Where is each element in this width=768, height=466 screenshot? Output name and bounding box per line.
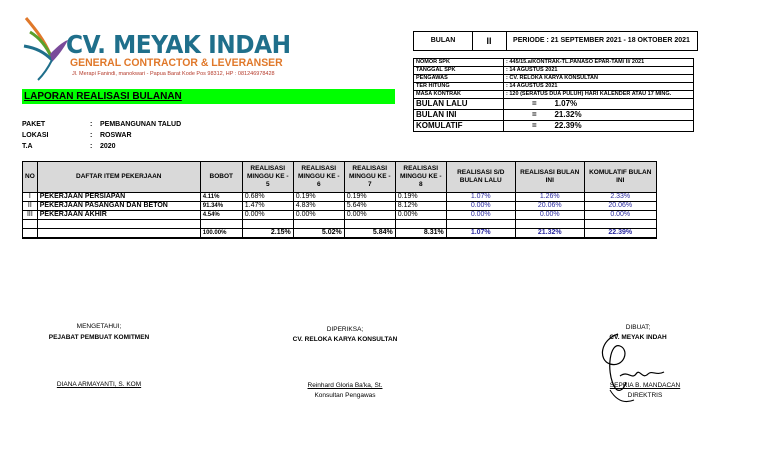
- sig-mid-role: Konsultan Pengawas: [314, 392, 376, 399]
- info-key: PENGAWAS: [414, 75, 504, 83]
- company-name: CV. MEYAK INDAH: [66, 30, 291, 59]
- company-tagline: GENERAL CONTRACTOR & LEVERANSER: [70, 57, 283, 69]
- summary-key: BULAN INI: [414, 110, 504, 121]
- summary-key: BULAN LALU: [414, 99, 504, 110]
- bulan-box: [413, 31, 698, 51]
- info-value: : 14 AGUSTUS 2021: [504, 83, 694, 91]
- col-header: REALISASI BULAN INI: [515, 162, 584, 193]
- table-total-row: 100.00% 2.15% 5.02% 5.84% 8.31% 1.07% 21.32% 22.39%: [23, 229, 657, 239]
- sig-mid-name: Reinhard Gloria Ba'ka, St.: [307, 382, 383, 389]
- sig-mid-office: CV. RELOKA KARYA KONSULTAN: [292, 336, 398, 343]
- table-row: III PEKERJAAN AKHIR 4.54% 0.00% 0.00% 0.00% 0.00% 0.00% 0.00% 0.00%: [23, 211, 657, 220]
- sig-left-office: PEJABAT PEMBUAT KOMITMEN: [48, 334, 150, 341]
- info-key: TER HITUNG: [414, 83, 504, 91]
- sig-right-name: SEPRIA B. MANDACAN: [609, 382, 681, 389]
- report-title: LAPORAN REALISASI BULANAN: [24, 91, 182, 102]
- sig-left-caption: MENGETAHUI;: [76, 323, 122, 330]
- col-header: KOMULATIF BULAN INI: [584, 162, 656, 193]
- contract-info-table: [413, 58, 694, 132]
- col-header: REALISASI MINGGU KE - 6: [293, 162, 344, 193]
- info-key: TANGGAL SPK: [414, 67, 504, 75]
- report-title-bar: [22, 89, 395, 104]
- col-header: BOBOT: [200, 162, 242, 193]
- bird-logo-icon: [22, 10, 72, 82]
- col-header: DAFTAR ITEM PEKERJAAN: [37, 162, 200, 193]
- sig-left-name: DIANA ARMAYANTI, S. KOM: [56, 381, 142, 388]
- sig-right-office: CV. MEYAK INDAH: [609, 334, 667, 341]
- table-row: II PEKERJAAN PASANGAN DAN BETON 91.34% 1.47% 4.83% 5.64% 8.12% 0.00% 20.06% 20.06%: [23, 202, 657, 211]
- sig-right-caption: DIBUAT;: [625, 324, 651, 331]
- bulan-label: BULAN: [414, 32, 473, 50]
- col-header: REALISASI MINGGU KE - 7: [344, 162, 395, 193]
- summary-key: KOMULATIF: [414, 121, 504, 132]
- info-value: : CV. RELOKA KARYA KONSULTAN: [504, 75, 694, 83]
- info-key: NOMOR SPK: [414, 59, 504, 67]
- periode: PERIODE : 21 SEPTEMBER 2021 - 18 OKTOBER 2021: [513, 37, 690, 44]
- info-value: : 120 (SERATUS DUA PULUH) HARI KALENDER ATAU 17 MING.: [504, 91, 694, 99]
- sig-right-role: DIREKTRIS: [627, 392, 663, 399]
- sig-mid-caption: DIPERIKSA;: [326, 326, 364, 333]
- table-row: I PEKERJAAN PERSIAPAN 4.11% 0.68% 0.19% 0.19% 0.19% 1.07% 1.26% 2.33%: [23, 193, 657, 202]
- bulan-value: II: [472, 32, 507, 50]
- info-key: MASA KONTRAK: [414, 91, 504, 99]
- col-header: REALISASI MINGGU KE - 8: [395, 162, 446, 193]
- col-header: NO: [23, 162, 38, 193]
- realisasi-table: [22, 161, 657, 239]
- table-header-row: [23, 162, 657, 193]
- summary-value: = 22.39%: [504, 121, 694, 132]
- info-value: : 445/15.a/KONTRAK-TL.PANASO EPAR-TAM/ II/ 2021: [504, 59, 694, 67]
- table-row-empty: [23, 220, 657, 229]
- summary-value: = 1.07%: [504, 99, 694, 110]
- company-address: Jl. Merapi Fanindi, manokwari - Papua Barat Kode Pos 98312, HP : 081246978428: [72, 71, 275, 77]
- info-value: : 14 AGUSTUS 2021: [504, 67, 694, 75]
- col-header: REALISASI S/D BULAN LALU: [446, 162, 515, 193]
- summary-value: = 21.32%: [504, 110, 694, 121]
- col-header: REALISASI MINGGU KE - 5: [242, 162, 293, 193]
